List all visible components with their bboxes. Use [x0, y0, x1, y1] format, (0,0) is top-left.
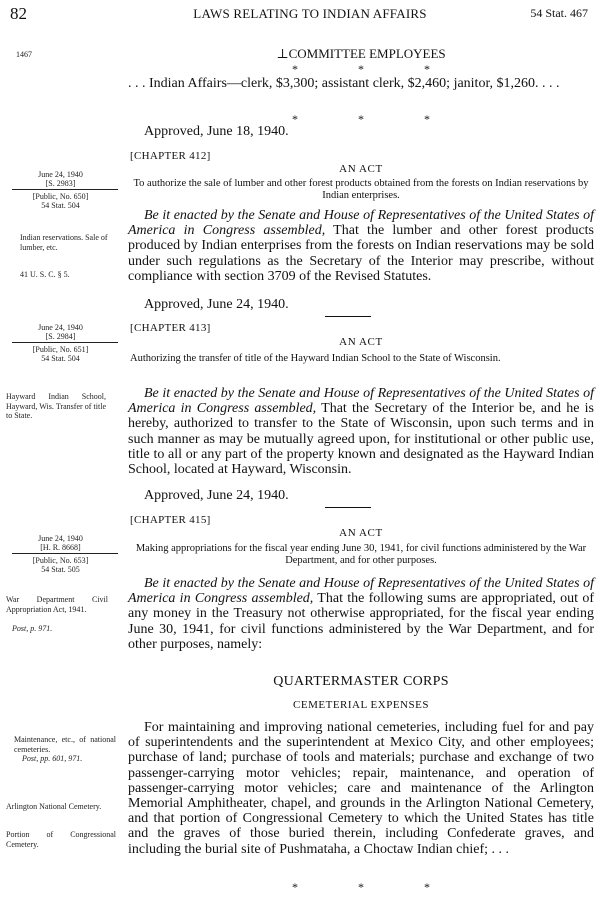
ch415-enacting-clause	[128, 576, 594, 652]
ch413-enact-rest: That the Secretary of the Interior be, and he is hereby, authorized to transfer to the State of Wisconsin, upon such terms and in such manner as may be mutually agreed upon, for institutional or other public use, title to all or any part of the property known and designated as the Hayward Indian School, located at Hayward, Wisconsin.	[128, 401, 594, 478]
ch415-margin-note: War Department Civil Appropriation Act, 1941.	[6, 595, 108, 614]
ch413-end-rule	[325, 507, 371, 508]
ch412-margin-public: [Public, No. 650]	[32, 192, 89, 201]
ch415-margin-public: [Public, No. 653]	[32, 556, 89, 565]
ch415-margin-stat: 54 Stat. 505	[41, 565, 80, 574]
ch413-margin-bill: [S. 2984]	[45, 332, 76, 341]
ch415-margin-post: Post, p. 971.	[12, 624, 53, 633]
ch415-margin-rule	[12, 553, 118, 554]
ch413-margin-note: Hayward Indian School, Hayward, Wis. Transfer of title to State.	[6, 392, 106, 420]
ellipsis-stars-3: * * *	[292, 880, 430, 894]
ch415-enact-italic: Be it enacted by the Senate and House of Representatives of the United States of America in Congress assembled,	[128, 576, 594, 607]
running-title: LAWS RELATING TO INDIAN AFFAIRS	[193, 6, 427, 21]
quartermaster-heading: QUARTERMASTER CORPS	[273, 674, 449, 689]
qm-margin-note1: Maintenance, etc., of national cemeteries.	[14, 735, 116, 754]
ch412-margin-usc: 41 U. S. C. § 5.	[20, 270, 70, 279]
ch413-enact-italic: Be it enacted by the Senate and House of Representatives of the United States of America in Congress assembled,	[128, 386, 594, 417]
ch412-margin-date: June 24, 1940	[38, 170, 83, 179]
ch415-margin-date: June 24, 1940	[38, 534, 83, 543]
ch412-margin-note: Indian reservations. Sale of lumber, etc.	[20, 233, 108, 252]
ch412-enact-italic: Be it enacted by the Senate and House of Representatives of the United States of America in Congress assembled,	[128, 208, 594, 239]
ch413-margin-public: [Public, No. 651]	[32, 345, 89, 354]
ch415-act: AN ACT	[339, 527, 383, 539]
ch413-chapter: [CHAPTER 413]	[130, 322, 211, 334]
ellipsis-stars-2: * * *	[292, 112, 430, 126]
ch412-approved: Approved, June 24, 1940.	[144, 297, 289, 312]
page-number: 82	[10, 4, 27, 23]
ch413-approved: Approved, June 24, 1940.	[144, 488, 289, 503]
ch412-end-rule	[325, 316, 371, 317]
cemeterial-heading: CEMETERIAL EXPENSES	[293, 699, 429, 711]
ch415-enact-rest: That the following sums are appropriated, out of any money in the Treasury not otherwise appropriated, for the fiscal year ending June 30, 1941, for civil functions administered by the War Department, and for other purposes, namely:	[128, 591, 594, 652]
ch413-margin-stat: 54 Stat. 504	[41, 354, 80, 363]
ellipsis-stars-1: * * *	[292, 62, 430, 76]
ch415-chapter: [CHAPTER 415]	[130, 514, 211, 526]
ch412-enacting-clause	[128, 208, 594, 284]
ch412-margin-rule	[12, 189, 118, 190]
ch413-purpose: Authorizing the transfer of title of the Hayward Indian School to the State of Wisconsin.	[130, 353, 501, 364]
cemeterial-text: For maintaining and improving national cemeteries, including fuel for and pay of superintendents and the superintendent at Mexico City, and other employees; purchase of land; purchase of tools and materials; purchase and exchange of two passenger-carrying motor vehicles; repair, maintenance, and operation of passenger-carrying motor vehicles; care and maintenance of the Arlington Memorial Amphitheater, chapel, and grounds in the Arlington National Cemetery, and that portion of Congressional Cemetery to which the United States has title and the graves of those buried therein, including Confederate graves, and including the burial site of Pushmataha, a Choctaw Indian chief; . . .	[128, 720, 594, 857]
ch413-margin-date: June 24, 1940	[38, 323, 83, 332]
margin-page-ref: 1467	[16, 50, 32, 59]
ch415-purpose: Making appropriations for the fiscal year ending June 30, 1941, for civil functions administered by the War Department, and for other purposes.	[135, 543, 587, 566]
qm-margin-note3: Portion of Congressional Cemetery.	[6, 830, 116, 849]
ch413-act: AN ACT	[339, 336, 383, 348]
ch413-enacting-clause	[128, 386, 594, 477]
qm-margin-post: Post, pp. 601, 971.	[22, 754, 83, 763]
ch412-enact-rest: That the lumber and other forest products produced by Indian enterprises from the forests on Indian reservations may be sold under such regulations as the Secretary of the Interior may prescribe, without compliance with section 3709 of the Revised Statutes.	[128, 223, 594, 284]
ch415-margin-bill: [H. R. 8668]	[40, 543, 81, 552]
committee-employees-text: . . . Indian Affairs—clerk, $3,300; assistant clerk, $2,460; janitor, $1,260. . . .	[128, 76, 560, 91]
ch412-act: AN ACT	[339, 163, 383, 175]
ch412-margin-stat: 54 Stat. 504	[41, 201, 80, 210]
ch412-purpose: To authorize the sale of lumber and other forest products obtained from the forests on Indian reservations by Indian enterprises.	[133, 178, 589, 201]
qm-margin-note2: Arlington National Cemetery.	[6, 802, 102, 811]
section-title: ⊥COMMITTEE EMPLOYEES	[276, 46, 446, 61]
ch412-chapter: [CHAPTER 412]	[130, 150, 211, 162]
approved-june-18: Approved, June 18, 1940.	[144, 124, 289, 139]
ch413-margin-rule	[12, 342, 118, 343]
header-stat-ref: 54 Stat. 467	[530, 6, 588, 20]
ch412-margin-bill: [S. 2983]	[45, 179, 76, 188]
